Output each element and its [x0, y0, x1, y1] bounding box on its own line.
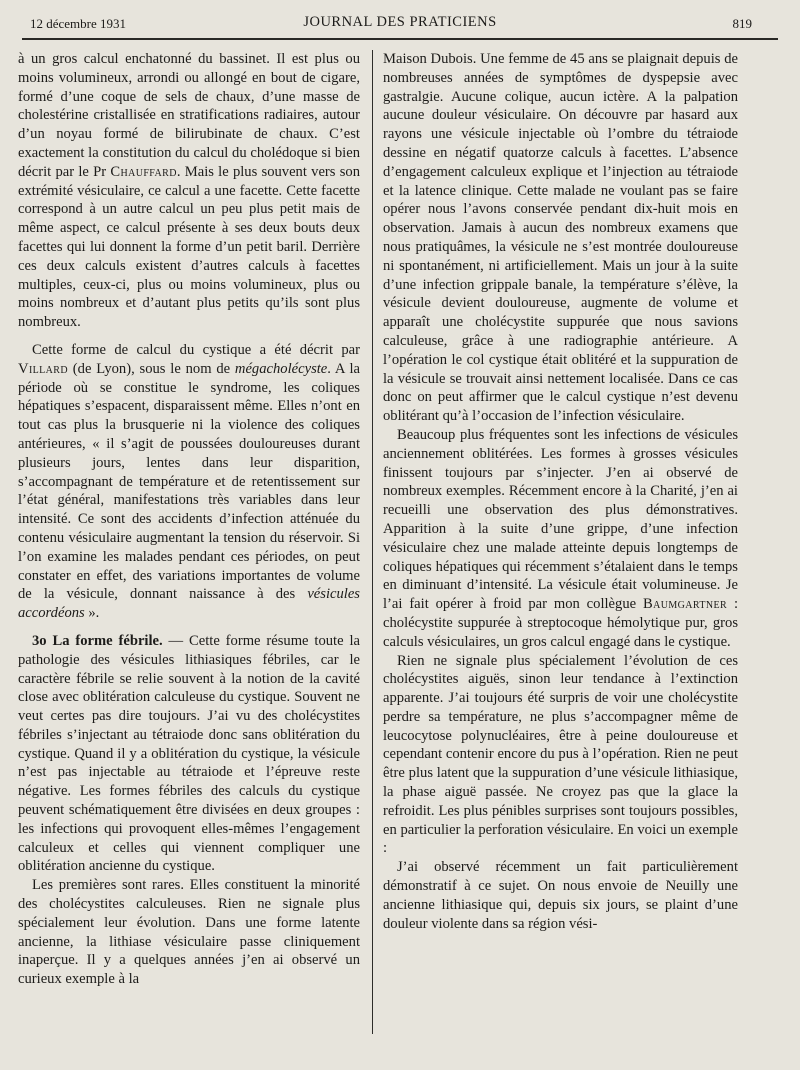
author-name: Baumgartner: [642, 596, 728, 613]
header-rule: [22, 38, 778, 40]
paragraph: Les premières sont rares. Elles constituent la minorité des cholécystites calculeuses. Rien ne signale plus spécialement leur évolution. Dans une forme latente ancienne, la lithiase vésiculaire passe cliniquement inaperçue. Il y a quelques années j’en ai observé un curieux exemple à la: [18, 877, 360, 988]
left-column: [18, 50, 360, 1026]
section-heading: 3o La forme fébrile.: [32, 632, 163, 649]
term: vésicules accordéons: [18, 586, 360, 622]
paragraph: J’ai observé récemment un fait particulièrement démonstratif à ce sujet. On nous envoie de Neuilly une ancienne lithiasique qui, depuis six jours, se plaint d’une douleur violente dans sa région vési-: [383, 859, 738, 932]
paragraph: Rien ne signale plus spécialement l’évolution de ces cholécystites aiguës, sinon leur tendance à l’extinction apparente. J’ai toujours été surpris de voir une cholécystite perdre sa température, ne plus s’accompagner même de leucocytose polynucléaires, être à peine douloureuse et cependant contenir encore du pus à l’opération. Rien ne peut être plus latent que la suppuration d’une vésicule lithiasique, la phase aiguë passée. Ne croyez pas que la glace la refroidit. Les plus pénibles surprises sont toujours possibles, en particulier la perforation vésiculaire. En voici un exemple :: [383, 652, 738, 857]
header-date: 12 décembre 1931: [30, 16, 127, 31]
paragraph: Beaucoup plus fréquentes sont les infections de vésicules anciennement oblitérées. Les formes à grosses vésicules finissent toujours par s’injecter. J’en ai observé de nombreux exemples. Récemment encore à la Charité, j’en ai recueilli une observation des plus démonstratives. Apparition à la suite d’une grippe, d’une infection vésiculaire chez une malade atteinte depuis longtemps de coliques hépatiques qui récemment s’étalaient dans le temps en diminuant d’intensité. La vésicule était volumineuse. Je l’ai fait opérer à froid par mon collègue Baumgartner : cholécystite suppurée à streptocoque hémolytique pur, gros calculs vésiculaires, un gros calcul engagé dans le cystique.: [383, 426, 738, 650]
journal-title: JOURNAL DES PRATICIENS: [303, 14, 497, 30]
section-paragraph: 3o La forme fébrile. — Cette forme résume toute la pathologie des vésicules lithiasiques fébriles, car le caractère fébrile se relie souvent à la notion de la cavité close avec oblitération calculeuse du cystique. Souvent ne veut certes pas dire toujours. J’ai vu des cholécystites fébriles s’injectant au tétraiode donc sans oblitération du cystique. Quand il y a oblitération du cystique, la vésicule n’est pas injectable au tétraiode et l’épreuve reste négative. Les formes fébriles des calculs du cystique peuvent schématiquement être divisées en deux groupes : les infections qui provoquent elles-mêmes l’engagement calculeux et celles qui viennent compliquer une oblitération ancienne du cystique.: [18, 632, 360, 875]
column-divider: [372, 50, 373, 1034]
author-name: Chauffard: [110, 163, 177, 180]
paragraph: Maison Dubois. Une femme de 45 ans se plaignait depuis de nombreuses années de symptômes de dyspepsie avec gastralgie. Aucune colique, aucun ictère. A la palpation aucune douleur vésiculaire. On découvre par hasard aux rayons une vésicule injectable où l’ombre du tétraiode dessine en négatif quatorze calculs à facettes. L’absence d’engagement calculeux explique et l’injection au tétraiode et la latence clinique. Cette malade ne voulant pas se faire opérer nous l’avons conservée pendant dix-huit mois en observation. Jamais à aucun des nombreux examens que nous pratiquâmes, la vésicule ne s’est montrée douloureuse ni spontanément, ni artificiellement. Mais un jour à la suite d’une infection grippale banale, la température s’élève, la vésicule devient douloureuse, augmente de volume et apparaît une cholécystite suppurée que nous savions calculeuse, grâce à une radiographie antérieure. A l’opération le col cystique était oblitéré et la suppuration de la vésicule se trouvait ainsi nettement localisée. Dans ce cas donc on peut affirmer que le calcul cystique n’est devenu oblitérant qu’à l’occasion de l’infection vésiculaire.: [383, 51, 738, 425]
page-number: 819: [732, 16, 752, 31]
paragraph: Cette forme de calcul du cystique a été décrit par Villard (de Lyon), sous le nom de mégacholécyste. A la période où se constitue le syndrome, les coliques hépatiques s’espacent, disparaissent même. Elles n’ont en tout cas plus la brusquerie ni la violence des coliques antérieures, « il s’agit de poussées douloureuses durant plusieurs jours, lentes dans leur disparition, s’accompagnant de température et de retentissement sur l’état général, manifestations très variables dans leur intensité. Ce sont des accidents d’infection atténuée du contenu vésiculaire augmentant la tension du réservoir. Si l’on examine les malades pendant ces périodes, on peut constater en effet, des variations importantes de volume de la vésicule, donnant naissance à des vésicules accordéons ».: [18, 341, 360, 622]
right-column: [383, 50, 738, 1026]
paragraph: à un gros calcul enchatonné du bassinet. Il est plus ou moins volumineux, arrondi ou allongé en bout de cigare, formé d’une coque de sels de chaux, d’une masse de cholestérine cristallisée en stratifications radiaires, autour d’un noyau formé de bilirubinate de chaux. C’est exactement la constitution du calcul du cholédoque si bien décrit par le Pr Chauffard. Mais le plus souvent vers son extrémité vésiculaire, ce calcul a une facette. Cette facette correspond à un autre calcul un peu plus petit mais de même aspect, ce calcul présente à ses deux bouts deux facettes qui lui donnent la forme d’un petit baril. Derrière ces deux calculs existent d’autres calculs à facettes multiples, ceux-ci, plus ou moins volumineux, plus ou moins nombreux et d’autant plus petits qu’ils sont plus nombreux.: [18, 51, 360, 331]
author-name: Villard: [18, 360, 68, 377]
running-header: [0, 14, 800, 36]
term: mégacholécyste: [234, 360, 328, 377]
